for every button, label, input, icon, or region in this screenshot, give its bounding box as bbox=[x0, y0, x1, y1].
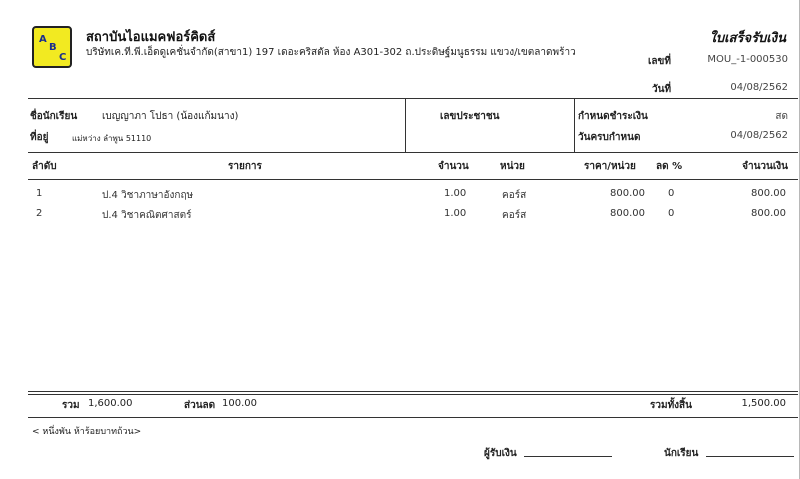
totals-bottom-divider bbox=[28, 417, 798, 418]
address-value: แม่หว่าง ลำพูน 51110 bbox=[72, 134, 152, 143]
row-2-amount: 800.00 bbox=[751, 208, 786, 219]
row-2-no: 2 bbox=[36, 208, 43, 219]
header-divider bbox=[28, 98, 798, 99]
row-1-qty: 1.00 bbox=[444, 188, 467, 199]
customer-divider-2 bbox=[574, 99, 575, 152]
col-header-item: รายการ bbox=[228, 161, 262, 172]
discount-value: 100.00 bbox=[222, 398, 257, 409]
address-label: ที่อยู่ bbox=[30, 132, 49, 143]
row-2-qty: 1.00 bbox=[444, 208, 467, 219]
amount-in-words: < หนึ่งพัน ห้าร้อยบาทถ้วน> bbox=[32, 427, 142, 437]
col-header-price: ราคา/หน่วย bbox=[584, 161, 636, 172]
row-2-unit: คอร์ส bbox=[502, 210, 527, 221]
totals-top-divider bbox=[28, 391, 798, 392]
customer-divider-1 bbox=[405, 99, 406, 152]
sum-value: 1,600.00 bbox=[88, 398, 133, 409]
col-header-unit: หน่วย bbox=[500, 161, 525, 172]
row-2-item: ป.4 วิชาคณิตศาสตร์ bbox=[102, 210, 192, 221]
payment-term-label: กำหนดชำระเงิน bbox=[578, 111, 648, 122]
row-1-no: 1 bbox=[36, 188, 43, 199]
row-1-price: 800.00 bbox=[610, 188, 645, 199]
student-label: ชื่อนักเรียน bbox=[30, 111, 78, 122]
logo-letter-c: C bbox=[59, 52, 67, 63]
due-date-value: 04/08/2562 bbox=[730, 130, 788, 141]
student-signature-label: นักเรียน bbox=[664, 448, 699, 459]
totals-top-divider-2 bbox=[28, 394, 798, 395]
school-name: สถาบันไอแมคฟอร์คิดส์ bbox=[86, 30, 216, 45]
row-2-discount: 0 bbox=[668, 208, 675, 219]
row-1-item: ป.4 วิชาภาษาอังกฤษ bbox=[102, 190, 194, 201]
receiver-signature-line bbox=[524, 456, 612, 457]
col-header-no: ลำดับ bbox=[32, 161, 57, 172]
doc-no-label: เลขที่ bbox=[648, 56, 671, 67]
col-header-qty: จำนวน bbox=[438, 161, 469, 172]
col-header-discount: ลด % bbox=[656, 161, 683, 172]
doc-no-value: MOU_-1-000530 bbox=[707, 54, 788, 65]
sum-label: รวม bbox=[62, 400, 80, 411]
receiver-label: ผู้รับเงิน bbox=[484, 448, 517, 459]
grand-total-label: รวมทั้งสิ้น bbox=[650, 400, 692, 411]
row-1-discount: 0 bbox=[668, 188, 675, 199]
logo-letter-a: A bbox=[39, 34, 47, 45]
logo-letter-b: B bbox=[49, 42, 57, 53]
abc-logo bbox=[32, 26, 72, 68]
customer-bottom-divider bbox=[28, 152, 798, 153]
document-title: ใบเสร็จรับเงิน bbox=[709, 31, 786, 46]
date-label: วันที่ bbox=[652, 84, 672, 95]
row-1-unit: คอร์ส bbox=[502, 190, 527, 201]
student-name: เบญญาภา โปธา (น้องแก้มนาง) bbox=[102, 111, 239, 122]
date-value: 04/08/2562 bbox=[730, 82, 788, 93]
col-header-amount: จำนวนเงิน bbox=[742, 161, 788, 172]
row-1-amount: 800.00 bbox=[751, 188, 786, 199]
discount-label: ส่วนลด bbox=[184, 400, 216, 411]
table-header-divider bbox=[28, 179, 798, 180]
student-signature-line bbox=[706, 456, 794, 457]
grand-total-value: 1,500.00 bbox=[741, 398, 786, 409]
payment-term-value: สด bbox=[775, 111, 788, 122]
company-address: บริษัทเค.ที.พี.เอ็ดดูเคชั่นจำกัด(สาขา1) 197 เดอะคริสตัล ห้อง A301-302 ถ.ประดิษฐ์มนูธรรม แขวง/เขตลาดพร้าว bbox=[86, 47, 576, 58]
row-2-price: 800.00 bbox=[610, 208, 645, 219]
due-date-label: วันครบกำหนด bbox=[578, 132, 641, 143]
citizen-id-label: เลขประชาชน bbox=[440, 111, 500, 122]
